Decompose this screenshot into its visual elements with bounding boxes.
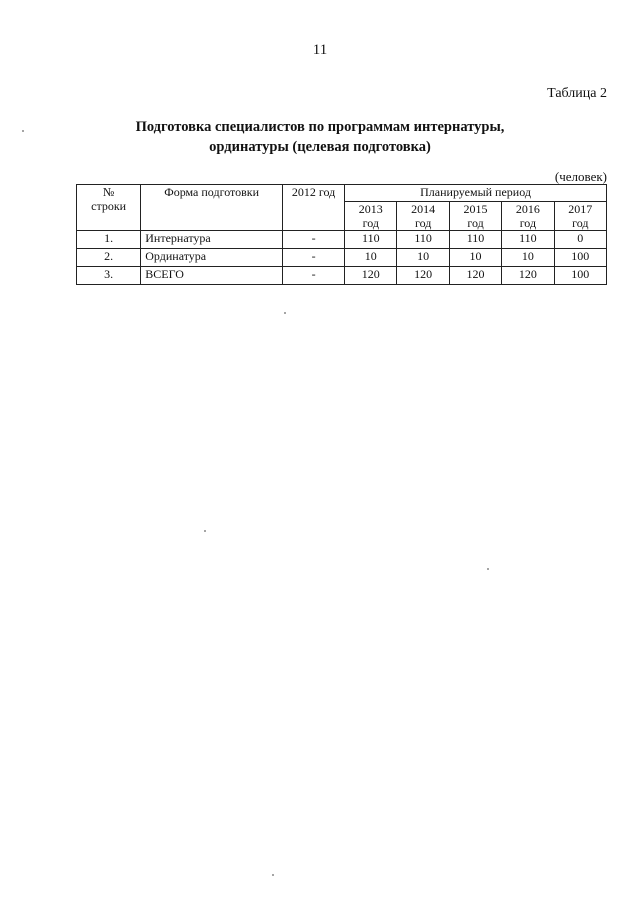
title-line-2: ординатуры (целевая подготовка) [209, 139, 431, 155]
scan-speck [22, 130, 24, 132]
row-number: 1. [77, 231, 141, 249]
training-table [76, 184, 607, 285]
header-year-suffix: год [519, 216, 537, 230]
header-planned-period: Планируемый период [345, 185, 607, 202]
header-year-value: 2015 [463, 202, 488, 216]
row-number: 2. [77, 249, 141, 267]
table-row [77, 267, 607, 285]
row-value-2017: 100 [554, 267, 606, 285]
header-year-value: 2014 [411, 202, 436, 216]
header-2012: 2012 год [283, 185, 345, 231]
title-line-1: Подготовка специалистов по программам интернатуры, [135, 119, 505, 135]
row-form: ВСЕГО [141, 267, 283, 285]
header-row-number [77, 185, 141, 231]
row-2012: - [283, 249, 345, 267]
table-title [0, 117, 640, 157]
header-year-2016 [502, 202, 554, 231]
row-value-2015: 120 [449, 267, 501, 285]
row-value-2016: 110 [502, 231, 554, 249]
row-value-2013: 110 [345, 231, 397, 249]
row-value-2015: 10 [449, 249, 501, 267]
row-value-2013: 120 [345, 267, 397, 285]
header-year-suffix: год [414, 216, 432, 230]
header-year-2017 [554, 202, 606, 231]
row-value-2013: 10 [345, 249, 397, 267]
header-year-2014 [397, 202, 449, 231]
header-year-value: 2016 [515, 202, 540, 216]
row-value-2017: 100 [554, 249, 606, 267]
header-year-value: 2013 [358, 202, 383, 216]
row-number: 3. [77, 267, 141, 285]
row-value-2015: 110 [449, 231, 501, 249]
row-2012: - [283, 267, 345, 285]
scan-speck [272, 874, 274, 876]
header-year-suffix: год [467, 216, 484, 230]
header-form: Форма подготовки [141, 185, 283, 231]
row-value-2017: 0 [554, 231, 606, 249]
row-value-2016: 120 [502, 267, 554, 285]
header-year-2015 [449, 202, 501, 231]
row-form: Интернатура [141, 231, 283, 249]
row-form: Ординатура [141, 249, 283, 267]
row-value-2014: 120 [397, 267, 449, 285]
header-num-symbol: № [102, 185, 115, 199]
row-value-2014: 10 [397, 249, 449, 267]
table-row [77, 231, 607, 249]
header-year-2013 [345, 202, 397, 231]
table-label: Таблица 2 [547, 86, 607, 101]
row-value-2014: 110 [397, 231, 449, 249]
page-number: 11 [312, 42, 328, 58]
units-label: (человек) [554, 169, 607, 184]
row-2012: - [283, 231, 345, 249]
scan-speck [204, 530, 206, 532]
header-year-value: 2017 [568, 202, 593, 216]
header-num-label: строки [91, 199, 127, 213]
scan-speck [487, 568, 489, 570]
header-row-1 [77, 185, 607, 202]
table-row [77, 249, 607, 267]
row-value-2016: 10 [502, 249, 554, 267]
header-year-suffix: год [572, 216, 589, 230]
header-year-suffix: год [362, 216, 379, 230]
scan-speck [284, 312, 286, 314]
